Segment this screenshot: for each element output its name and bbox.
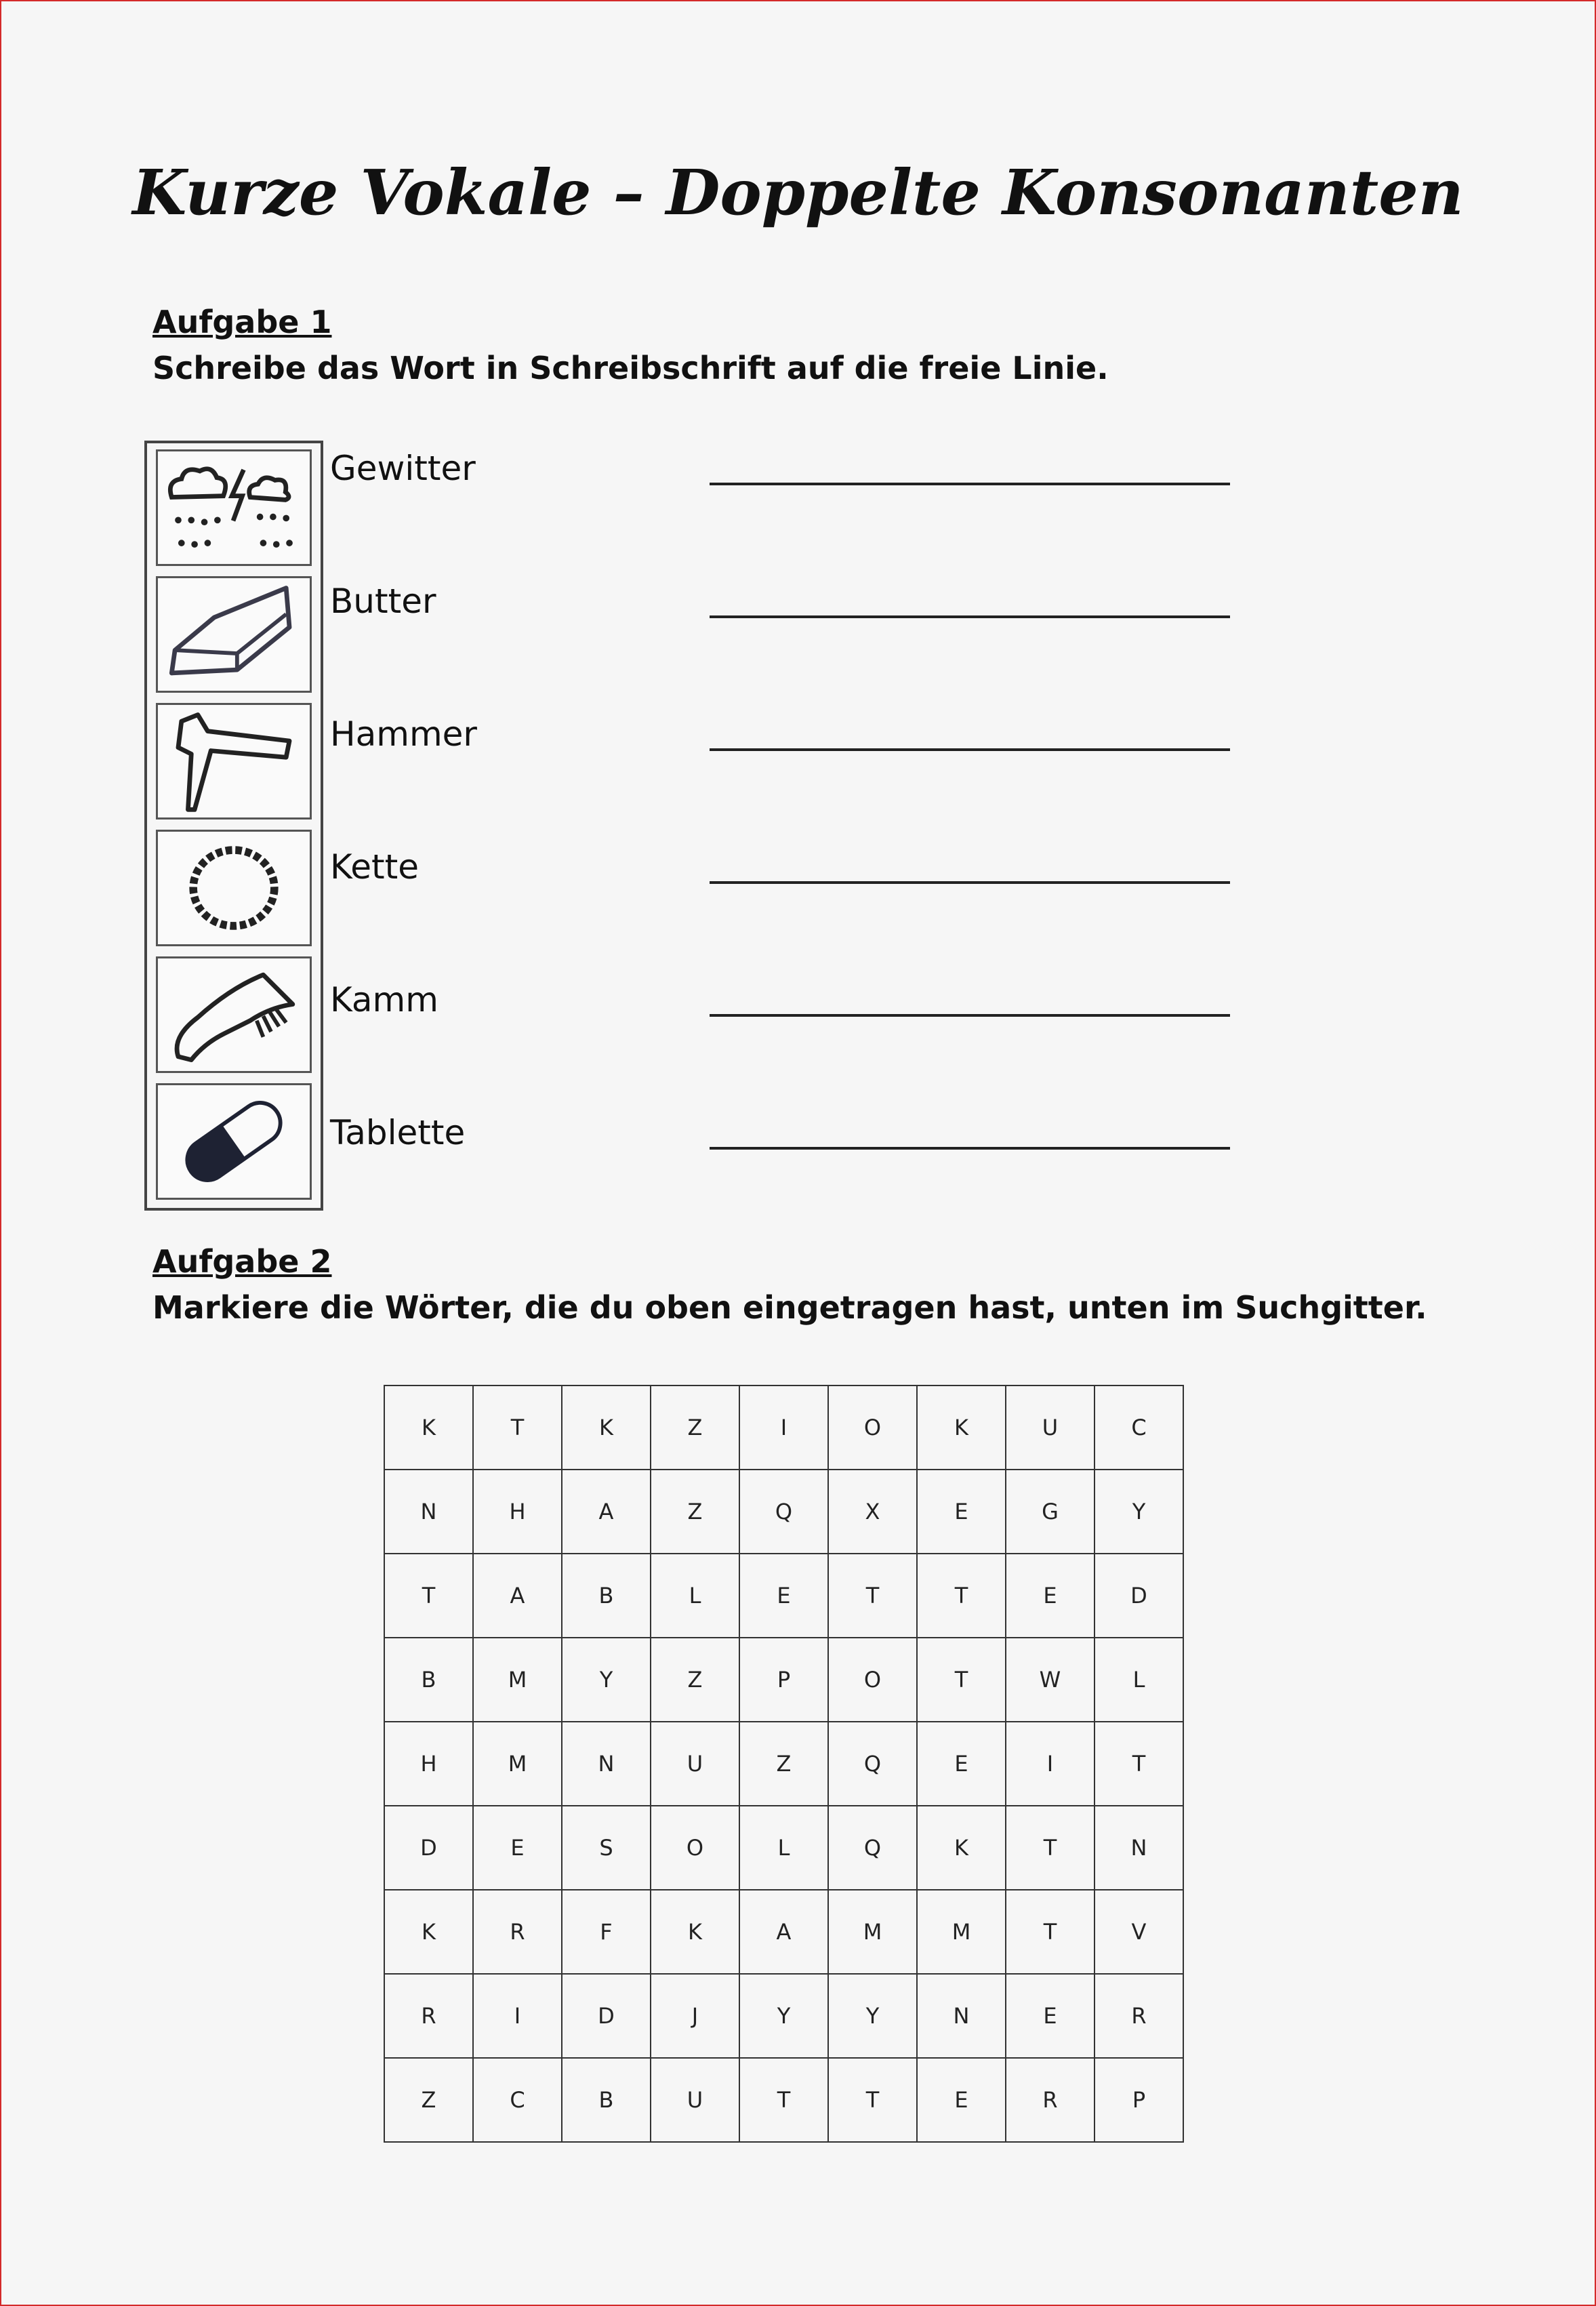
answer-line-hammer[interactable] xyxy=(710,748,1230,751)
grid-cell[interactable]: N xyxy=(917,1974,1006,2058)
grid-cell[interactable]: K xyxy=(651,1890,739,1974)
grid-cell[interactable]: H xyxy=(473,1470,562,1554)
grid-cell[interactable]: T xyxy=(1006,1890,1094,1974)
picture-column xyxy=(144,441,323,1211)
grid-cell[interactable]: S xyxy=(562,1806,651,1890)
word-label-kamm: Kamm xyxy=(330,980,438,1019)
grid-cell[interactable]: T xyxy=(828,2058,917,2142)
grid-row xyxy=(384,1470,1183,1554)
grid-cell[interactable]: E xyxy=(739,1554,828,1638)
grid-cell[interactable]: M xyxy=(828,1890,917,1974)
grid-cell[interactable]: Q xyxy=(828,1806,917,1890)
grid-cell[interactable]: K xyxy=(917,1806,1006,1890)
grid-cell[interactable]: B xyxy=(384,1638,473,1722)
word-label-butter: Butter xyxy=(330,582,436,621)
task1-heading: Aufgabe 1 xyxy=(152,304,332,340)
grid-cell[interactable]: K xyxy=(562,1385,651,1470)
grid-cell[interactable]: E xyxy=(473,1806,562,1890)
grid-cell[interactable]: Z xyxy=(739,1722,828,1806)
word-label-tablette: Tablette xyxy=(330,1113,466,1152)
answer-line-kette[interactable] xyxy=(710,881,1230,884)
grid-cell[interactable]: A xyxy=(562,1470,651,1554)
grid-cell[interactable]: R xyxy=(473,1890,562,1974)
page-title: Kurze Vokale – Doppelte Konsonanten xyxy=(132,156,1464,229)
grid-cell[interactable]: T xyxy=(1094,1722,1183,1806)
task2-heading: Aufgabe 2 xyxy=(152,1243,332,1280)
grid-cell[interactable]: M xyxy=(917,1890,1006,1974)
word-label-hammer: Hammer xyxy=(330,714,477,754)
word-search-grid xyxy=(384,1385,1184,2143)
grid-cell[interactable]: E xyxy=(917,2058,1006,2142)
butter-icon xyxy=(156,576,312,693)
answer-line-kamm[interactable] xyxy=(710,1014,1230,1017)
grid-row xyxy=(384,1974,1183,2058)
grid-cell[interactable]: P xyxy=(739,1638,828,1722)
grid-cell[interactable]: Z xyxy=(651,1385,739,1470)
grid-cell[interactable]: O xyxy=(651,1806,739,1890)
grid-cell[interactable]: A xyxy=(473,1554,562,1638)
grid-cell[interactable]: J xyxy=(651,1974,739,2058)
grid-cell[interactable]: H xyxy=(384,1722,473,1806)
grid-cell[interactable]: I xyxy=(473,1974,562,2058)
answer-line-butter[interactable] xyxy=(710,615,1230,618)
thunderstorm-icon xyxy=(156,449,312,566)
grid-cell[interactable]: Y xyxy=(739,1974,828,2058)
grid-cell[interactable]: T xyxy=(384,1554,473,1638)
grid-cell[interactable]: R xyxy=(384,1974,473,2058)
grid-row xyxy=(384,2058,1183,2142)
grid-cell[interactable]: B xyxy=(562,1554,651,1638)
grid-cell[interactable]: Y xyxy=(1094,1470,1183,1554)
hammer-icon xyxy=(156,703,312,820)
grid-cell[interactable]: E xyxy=(1006,1974,1094,2058)
grid-cell[interactable]: U xyxy=(651,1722,739,1806)
grid-cell[interactable]: D xyxy=(562,1974,651,2058)
grid-cell[interactable]: K xyxy=(917,1385,1006,1470)
grid-cell[interactable]: Z xyxy=(651,1638,739,1722)
grid-cell[interactable]: G xyxy=(1006,1470,1094,1554)
grid-cell[interactable]: U xyxy=(1006,1385,1094,1470)
grid-cell[interactable]: T xyxy=(1006,1806,1094,1890)
grid-cell[interactable]: M xyxy=(473,1638,562,1722)
grid-cell[interactable]: Q xyxy=(739,1470,828,1554)
grid-cell[interactable]: N xyxy=(384,1470,473,1554)
grid-cell[interactable]: N xyxy=(562,1722,651,1806)
grid-cell[interactable]: Z xyxy=(651,1470,739,1554)
grid-cell[interactable]: K xyxy=(384,1890,473,1974)
grid-cell[interactable]: R xyxy=(1094,1974,1183,2058)
task2-instruction: Markiere die Wörter, die du oben eingetragen hast, unten im Suchgitter. xyxy=(152,1289,1427,1326)
grid-cell[interactable]: O xyxy=(828,1638,917,1722)
grid-row xyxy=(384,1890,1183,1974)
grid-cell[interactable]: T xyxy=(739,2058,828,2142)
grid-row xyxy=(384,1638,1183,1722)
grid-cell[interactable]: X xyxy=(828,1470,917,1554)
grid-cell[interactable]: I xyxy=(739,1385,828,1470)
grid-cell[interactable]: C xyxy=(1094,1385,1183,1470)
grid-cell[interactable]: D xyxy=(384,1806,473,1890)
grid-cell[interactable]: A xyxy=(739,1890,828,1974)
grid-cell[interactable]: B xyxy=(562,2058,651,2142)
grid-cell[interactable]: W xyxy=(1006,1638,1094,1722)
grid-cell[interactable]: K xyxy=(384,1385,473,1470)
pill-icon xyxy=(156,1083,312,1200)
grid-cell[interactable]: T xyxy=(917,1554,1006,1638)
comb-icon xyxy=(156,956,312,1073)
grid-cell[interactable]: C xyxy=(473,2058,562,2142)
word-label-gewitter: Gewitter xyxy=(330,449,476,488)
grid-cell[interactable]: M xyxy=(473,1722,562,1806)
grid-cell[interactable]: E xyxy=(917,1470,1006,1554)
grid-cell[interactable]: L xyxy=(739,1806,828,1890)
grid-row xyxy=(384,1806,1183,1890)
grid-cell[interactable]: P xyxy=(1094,2058,1183,2142)
grid-cell[interactable]: L xyxy=(651,1554,739,1638)
grid-cell[interactable]: Y xyxy=(562,1638,651,1722)
grid-cell[interactable]: E xyxy=(917,1722,1006,1806)
grid-cell[interactable]: E xyxy=(1006,1554,1094,1638)
grid-cell[interactable]: R xyxy=(1006,2058,1094,2142)
grid-cell[interactable]: L xyxy=(1094,1638,1183,1722)
grid-cell[interactable]: I xyxy=(1006,1722,1094,1806)
necklace-icon xyxy=(156,830,312,946)
grid-cell[interactable]: T xyxy=(473,1385,562,1470)
grid-row xyxy=(384,1385,1183,1470)
grid-cell[interactable]: N xyxy=(1094,1806,1183,1890)
grid-row xyxy=(384,1722,1183,1806)
grid-cell[interactable]: T xyxy=(828,1554,917,1638)
grid-cell[interactable]: Z xyxy=(384,2058,473,2142)
grid-cell[interactable]: U xyxy=(651,2058,739,2142)
grid-cell[interactable]: T xyxy=(917,1638,1006,1722)
answer-line-gewitter[interactable] xyxy=(710,483,1230,485)
grid-cell[interactable]: F xyxy=(562,1890,651,1974)
grid-cell[interactable]: O xyxy=(828,1385,917,1470)
answer-line-tablette[interactable] xyxy=(710,1147,1230,1150)
grid-row xyxy=(384,1554,1183,1638)
grid-cell[interactable]: Y xyxy=(828,1974,917,2058)
grid-cell[interactable]: D xyxy=(1094,1554,1183,1638)
grid-cell[interactable]: Q xyxy=(828,1722,917,1806)
grid-cell[interactable]: V xyxy=(1094,1890,1183,1974)
word-label-kette: Kette xyxy=(330,847,420,887)
task1-instruction: Schreibe das Wort in Schreibschrift auf die freie Linie. xyxy=(152,350,1109,386)
